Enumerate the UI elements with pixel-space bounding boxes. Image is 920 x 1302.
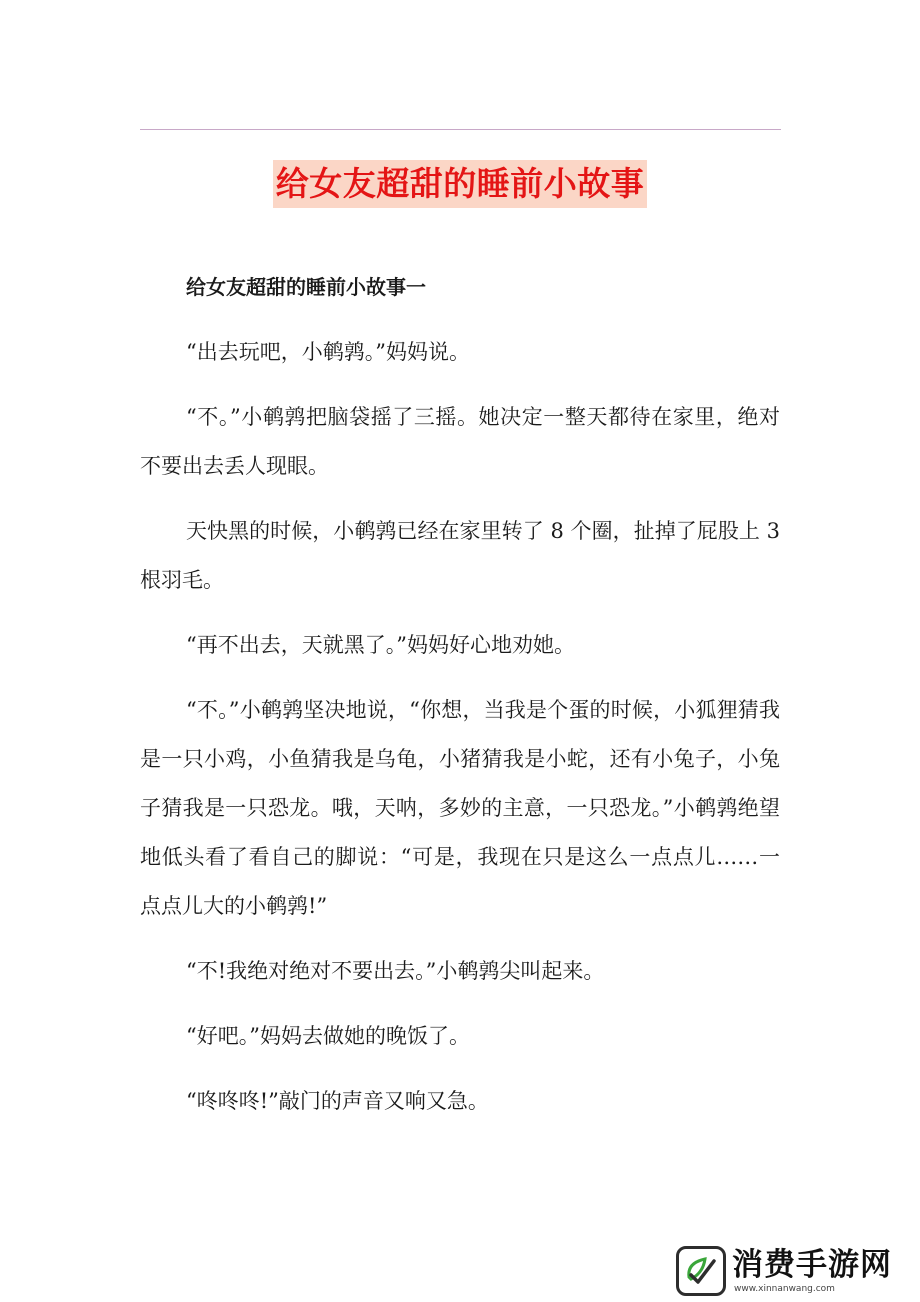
document-title: 给女友超甜的睡前小故事 <box>273 160 648 208</box>
paragraph: “不。”小鹌鹑把脑袋摇了三摇。她决定一整天都待在家里，绝对不要出去丢人现眼。 <box>140 405 780 478</box>
title-container <box>0 160 920 208</box>
leaf-check-icon <box>676 1246 726 1296</box>
header-divider <box>140 129 781 130</box>
paragraph: “好吧。”妈妈去做她的晚饭了。 <box>186 1024 470 1048</box>
watermark-text <box>732 1247 892 1295</box>
site-watermark <box>676 1242 916 1300</box>
document-body <box>140 263 780 1142</box>
watermark-url: www.xinnanwang.com <box>734 1284 835 1294</box>
watermark-name: 消费手游网 <box>732 1247 892 1283</box>
paragraph: “出去玩吧，小鹌鹑。”妈妈说。 <box>186 340 470 364</box>
paragraph: “再不出去，天就黑了。”妈妈好心地劝她。 <box>186 633 575 657</box>
paragraph: “咚咚咚!”敲门的声音又响又急。 <box>186 1089 489 1113</box>
paragraph: 天快黑的时候，小鹌鹑已经在家里转了 8 个圈，扯掉了屁股上 3 根羽毛。 <box>140 519 780 592</box>
paragraph: “不!我绝对绝对不要出去。”小鹌鹑尖叫起来。 <box>186 959 605 983</box>
paragraph: “不。”小鹌鹑坚决地说，“你想，当我是个蛋的时候，小狐狸猜我是一只小鸡，小鱼猜我是乌龟，小猪猜我是小蛇，还有小兔子，小兔子猜我是一只恐龙。哦，天呐，多妙的主意，一只恐龙。”小鹌鹑绝望地低头看了看自己的脚说：“可是，我现在只是这么一点点儿……一点点儿大的小鹌鹑!” <box>140 698 780 918</box>
section-heading: 给女友超甜的睡前小故事一 <box>186 275 426 299</box>
